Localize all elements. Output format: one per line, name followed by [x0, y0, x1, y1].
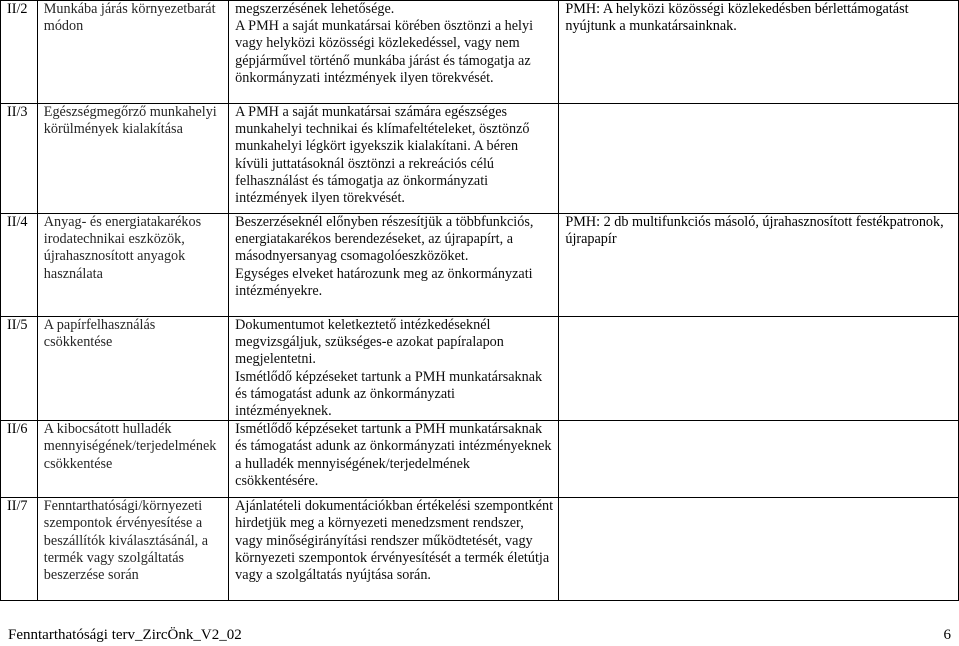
measure-paragraph: Dokumentumot keletkeztető intézkedéseknél megvizsgáljuk, szükséges-e azokat papíralapon megjelentetni. [235, 317, 504, 368]
row-measures [229, 1, 559, 104]
row-measures [229, 317, 559, 421]
row-code: II/6 [1, 421, 38, 498]
row-measures [229, 214, 559, 317]
measure-paragraph: A PMH a saját munkatársai számára egészséges munkahelyi technikai és klímafeltételeket, ösztönző munkahelyi légkört igyekszik kialakítani. A béren kívüli juttatásoknál ösztönzi a rekreációs célú felhasználást és támogatja az önkormányzati intézmények ilyen törekvését. [235, 104, 530, 207]
row-note [559, 317, 959, 421]
table-row [1, 104, 959, 214]
row-measures [229, 421, 559, 498]
row-topic: Munkába járás környezetbarát módon [37, 1, 228, 104]
row-code: II/4 [1, 214, 38, 317]
measure-paragraph: Ajánlatételi dokumentációkban értékelési szempontként hirdetjük meg a környezeti menedzsment rendszer, vagy minőségirányítási rendszer működtetését, vagy környezeti szempontok érvényesítését a termék életútja vagy a szolgáltatás nyújtása során. [235, 498, 554, 584]
row-topic: A kibocsátott hulladék mennyiségének/terjedelmének csökkentése [37, 421, 228, 498]
row-code: II/5 [1, 317, 38, 421]
table-row [1, 421, 959, 498]
row-topic: A papírfelhasználás csökkentése [37, 317, 228, 421]
row-measures [229, 498, 559, 601]
table-row [1, 1, 959, 104]
row-note [559, 104, 959, 214]
row-code: II/3 [1, 104, 38, 214]
row-note [559, 421, 959, 498]
row-note [559, 498, 959, 601]
table-row [1, 214, 959, 317]
measure-paragraph: megszerzésének lehetősége. [235, 1, 395, 17]
measure-paragraph: Ismétlődő képzéseket tartunk a PMH munkatársaknak és támogatást adunk az önkormányzati intézményeknek. [235, 368, 543, 420]
row-code: II/2 [1, 1, 38, 104]
row-topic: Egészségmegőrző munkahelyi körülmények kialakítása [37, 104, 228, 214]
row-note: PMH: 2 db multifunkciós másoló, újrahasznosított festékpatronok, újrapapír [559, 214, 959, 317]
row-topic: Fenntarthatósági/környezeti szempontok érvényesítése a beszállítók kiválasztásánál, a termék vagy szolgáltatás beszerzése során [37, 498, 228, 601]
footer-document-name: Fenntarthatósági terv_ZircÖnk_V2_02 [8, 627, 242, 643]
measure-paragraph: Beszerzéseknél előnyben részesítjük a többfunkciós, energiatakarékos berendezéseket, az újrapapírt, a másodnyersanyag csomagolóeszközöket. [235, 214, 534, 265]
measure-paragraph: Ismétlődő képzéseket tartunk a PMH munkatársaknak és támogatást adunk az önkormányzati intézményeknek a hulladék mennyiségének/terjedelmének csökkentésére. [235, 421, 552, 489]
row-note: PMH: A helyközi közösségi közlekedésben bérlettámogatást nyújtunk a munkatársainknak. [559, 1, 959, 104]
table-row [1, 317, 959, 421]
row-measures [229, 104, 559, 214]
row-code: II/7 [1, 498, 38, 601]
row-topic: Anyag- és energiatakarékos irodatechnikai eszközök, újrahasznosított anyagok használata [37, 214, 228, 317]
measure-paragraph: A PMH a saját munkatársai körében ösztönzi a helyi vagy helyközi közösségi közlekedéssel, vagy nem gépjárművel történő munkába járást és támogatja az önkormányzati intézmények ilyen törekvését. [235, 18, 534, 86]
measure-paragraph: Egységes elveket határozunk meg az önkormányzati intézményekre. [235, 265, 533, 299]
footer-page-number: 6 [943, 627, 951, 643]
table-row [1, 498, 959, 601]
